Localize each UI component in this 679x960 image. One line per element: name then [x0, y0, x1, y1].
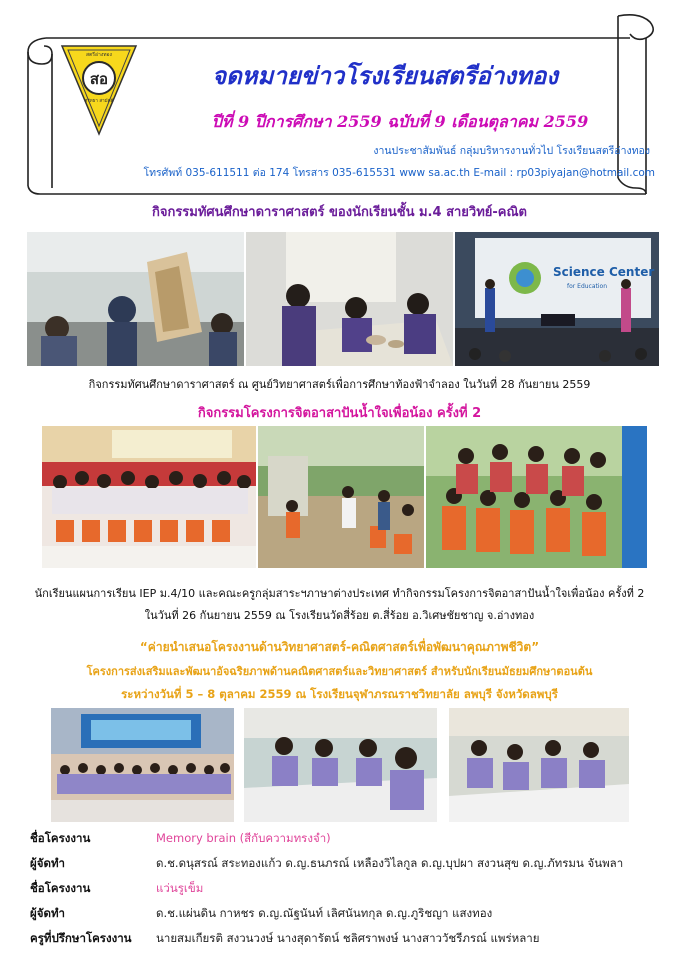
- photo-students-table: [246, 232, 453, 366]
- photo-volunteer-children: [426, 426, 647, 568]
- section1-caption: กิจกรรมทัศนศึกษาดาราศาสตร์ ณ ศูนย์วิทยาศาสตร์เพื่อการศึกษาท้องฟ้าจำลอง ในวันที่ 28 กันยายน 2559: [88, 378, 591, 391]
- newsletter-title: จดหมายข่าวโรงเรียนสตรีอ่างทอง: [212, 61, 558, 90]
- svg-text:ศรัทธา สามัคคี: ศรัทธา สามัคคี: [84, 99, 114, 104]
- section2-caption-line2: ในวันที่ 26 กันยายน 2559 ณ โรงเรียนวัดสี่ร้อย ต.สี่ร้อย อ.วิเศษชัยชาญ จ.อ่างทอง: [144, 609, 535, 622]
- svg-text:สอ: สอ: [89, 70, 109, 88]
- photo-camp-students: [449, 708, 629, 822]
- project-name-value: Memory brain (สีกับความทรงจำ): [156, 831, 331, 845]
- authors-label: ผู้จัดทำ: [30, 906, 65, 920]
- svg-text:for Education: for Education: [567, 283, 608, 290]
- svg-text:Science Center: Science Center: [553, 265, 655, 279]
- section2-caption-line1: นักเรียนแผนการเรียน IEP ม.4/10 และคณะครูกลุ่มสาระฯภาษาต่างประเทศ ทำกิจกรรมโครงการจิตอาสาปันน้ำใจเพื่อน้อง ครั้งที่ 2: [34, 587, 645, 600]
- issue-line: ปีที่ 9 ปีการศึกษา 2559 ฉบับที่ 9 เดือนตุลาคม 2559: [211, 112, 589, 131]
- authors-value: ด.ช.แผ่นดิน กาหชร ด.ญ.ณัฐนันท์ เลิศนันทกุล ด.ญ.ภูริชญา แสงทอง: [156, 906, 493, 920]
- project-name-label: ชื่อโครงงาน: [30, 831, 91, 845]
- photo-volunteer-group: [42, 426, 256, 568]
- advisors-label: ครูที่ปรึกษาโครงงาน: [30, 931, 132, 945]
- advisors-value: นายสมเกียรติ สงวนวงษ์ นางสุดารัตน์ ชลิศราพงษ์ นางสาววัชรีภรณ์ แพร่หลาย: [156, 931, 540, 945]
- photo-science-center-stage: [455, 232, 659, 366]
- svg-text:สตรีอ่างทอง: สตรีอ่างทอง: [86, 52, 112, 58]
- authors-label: ผู้จัดทำ: [30, 856, 65, 870]
- project-name-value: แว่นรูเข็ม: [156, 881, 204, 895]
- section2-heading: กิจกรรมโครงการจิตอาสาปันน้ำใจเพื่อน้อง ครั้งที่ 2: [197, 406, 482, 421]
- section1-heading: กิจกรรมทัศนศึกษาดาราศาสตร์ ของนักเรียนชั้น ม.4 สายวิทย์-คณิต: [151, 205, 528, 220]
- photo-camp-group: [51, 708, 234, 822]
- authors-value: ด.ช.ดนุสรณ์ สระทองแก้ว ด.ญ.ธนภรณ์ เหลืองวิไลกูล ด.ญ.บุปผา สงวนสุข ด.ญ.ภัทรมน จันพลา: [156, 856, 624, 870]
- photo-volunteer-activity: [258, 426, 424, 568]
- project-name-label: ชื่อโครงงาน: [30, 881, 91, 895]
- department-line: งานประชาสัมพันธ์ กลุ่มบริหารงานทั่วไป โรงเรียนสตรีอ่างทอง: [373, 145, 650, 157]
- school-logo: [60, 42, 138, 138]
- section3-project-line: โครงการส่งเสริมและพัฒนาอัจฉริยภาพด้านคณิตศาสตร์และวิทยาศาสตร์ สำหรับนักเรียนมัธยมศึกษาตอนต้น: [86, 665, 593, 678]
- contact-line: โทรศัพท์ 035-611511 ต่อ 174 โทรสาร 035-615531 www sa.ac.th E-mail : rp03piyajan@hotmail.com: [143, 167, 655, 179]
- photo-astronomy-model: [27, 232, 244, 366]
- photo-camp-classroom: [244, 708, 437, 822]
- section3-title: “ค่ายนำเสนอโครงงานด้านวิทยาศาสตร์-คณิตศาสตร์เพื่อพัฒนาคุณภาพชีวิต”: [139, 640, 540, 654]
- section3-date-line: ระหว่างวันที่ 5 – 8 ตุลาคม 2559 ณ โรงเรียนจุฬาภรณราชวิทยาลัย ลพบุรี จังหวัดลพบุรี: [121, 687, 558, 701]
